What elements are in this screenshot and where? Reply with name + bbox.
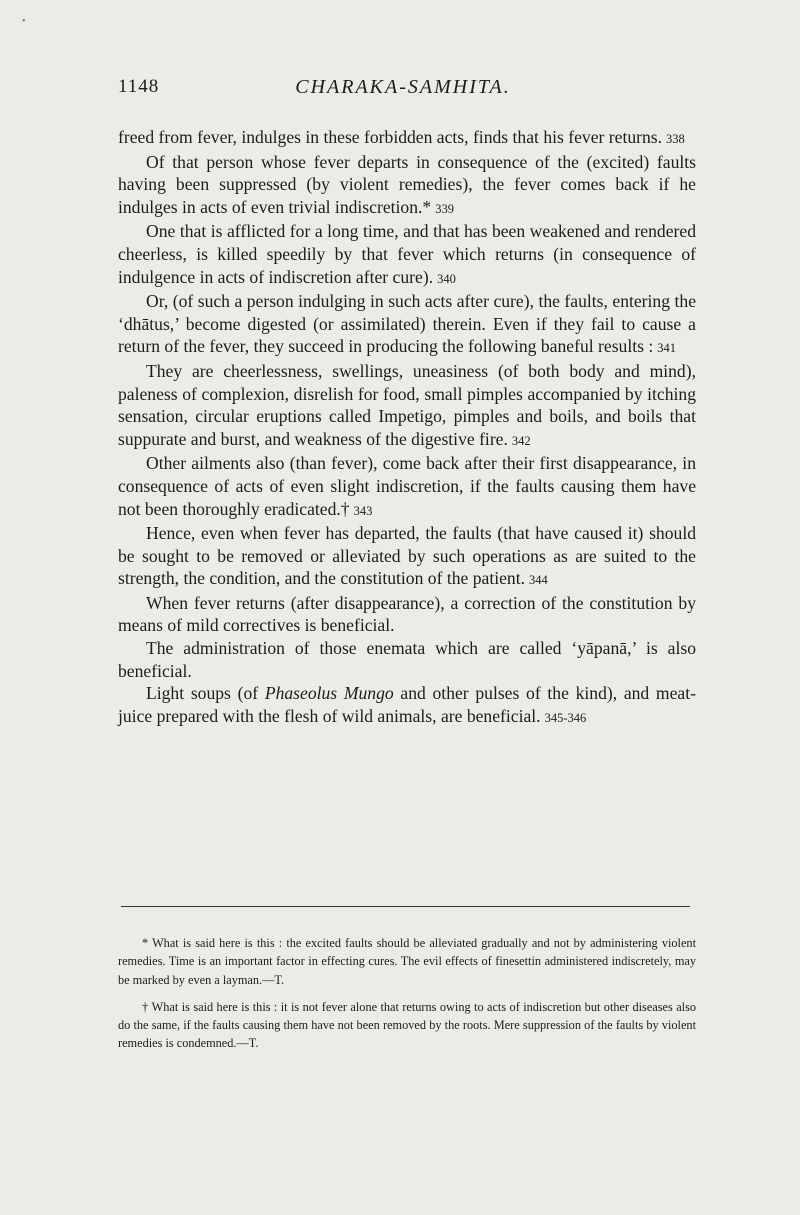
- verse-number: 340: [437, 271, 456, 286]
- species-name: Phaseolus Mungo: [264, 683, 394, 704]
- paragraph: freed from fever, indulges in these forbidden acts, finds that his fever returns. 338: [118, 127, 685, 147]
- paragraph: The administration of those enemata which are called ‘yāpanā,’ is also beneficial.: [118, 638, 696, 681]
- paragraph: One that is afflicted for a long time, and that has been weakened and rendered cheerless, is killed speedily by that fever which returns (in consequence of indulgence in acts of indiscretion after cure). 340: [118, 221, 696, 287]
- page-number: 1148: [118, 76, 160, 97]
- verse-number: 344: [529, 573, 548, 588]
- page-header: [118, 76, 688, 104]
- footnote-divider: [121, 906, 690, 907]
- main-text: [118, 126, 696, 729]
- verse-number: 339: [435, 201, 454, 216]
- paragraph: When fever returns (after disappearance), a correction of the constitution by means of mild correctives is beneficial.: [118, 592, 696, 636]
- verse-number: 338: [666, 132, 685, 146]
- paragraph: They are cheerlessness, swellings, uneasiness (of both body and mind), paleness of complexion, disrelish for food, small pimples accompanied by itching sensation, circular eruptions called Impetigo, pimples and boils, and boils that suppurate and burst, and weakness of the digestive fire. 342: [118, 360, 696, 449]
- paragraph: Or, (of such a person indulging in such acts after cure), the faults, entering the ‘dhātus,’ become digested (or assimilated) therein. Even if they fail to cause a return of the fever, they succeed in producing the following baneful results : 341: [118, 291, 696, 357]
- verse-number: 345-346: [544, 710, 587, 725]
- verse-number: 342: [511, 433, 531, 448]
- verse-number: 341: [657, 341, 676, 356]
- margin-dot: •: [22, 16, 26, 27]
- running-title: CHARAKA-SAMHITA.: [295, 76, 511, 98]
- paragraph: Light soups (of Phaseolus Mungo and other pulses of the kind), and meat-juice prepared with the flesh of wild animals, are beneficial. 345-346: [118, 683, 696, 726]
- verse-number: 343: [353, 503, 373, 518]
- paragraph: Of that person whose fever departs in consequence of the (excited) faults having been suppressed (by violent remedies), the fever comes back if he indulges in acts of even trivial indiscretion.* 339: [118, 151, 696, 217]
- paragraph: Hence, even when fever has departed, the faults (that have caused it) should be sought to be removed or alleviated by such operations as are suited to the strength, the condition, and the constitution of the patient. 344: [118, 523, 696, 589]
- paragraph: Other ailments also (than fever), come back after their first disappearance, in consequence of acts of even slight indiscretion, if the faults causing them have not been thoroughly eradicated.† 343: [118, 453, 696, 519]
- footnote: * What is said here is this : the excited faults should be alleviated gradually and not by administering violent remedies. Time is an important factor in effecting cures. The evil effects of finesettin administered indiscretely, may be marked by even a layman.—T.: [118, 936, 696, 987]
- footnotes: [118, 934, 696, 1062]
- footnote: † What is said here is this : it is not fever alone that returns owing to acts of indiscretion but other diseases also do the same, if the faults causing them have not been removed by the roots. Mere suppression of the faults by violent remedies is condemned.—T.: [118, 999, 696, 1051]
